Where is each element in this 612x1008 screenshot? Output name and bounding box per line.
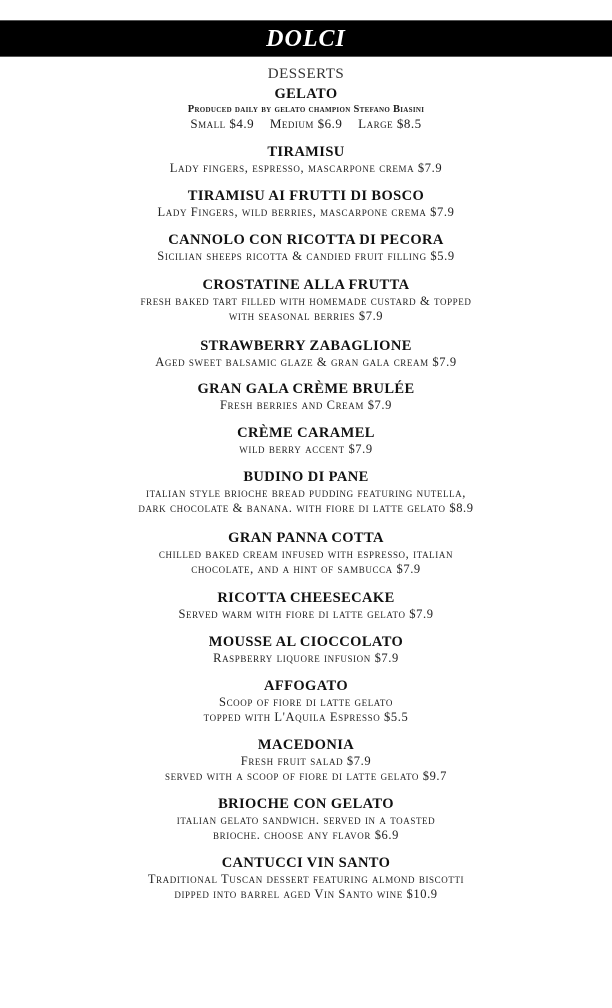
- item-name: GRAN GALA CRÈME BRULÉE: [197, 381, 415, 397]
- item-description: italian style brioche bread pudding featuring nutella,: [145, 486, 467, 500]
- item-name: CANNOLO CON RICOTTA DI PECORA: [168, 232, 444, 248]
- menu-items-list: [0, 144, 612, 902]
- size-price: $6.9: [317, 116, 343, 131]
- item-description: Lady Fingers, wild berries, mascarpone crema $7.9: [157, 205, 455, 219]
- item-description: Fresh fruit salad $7.9: [240, 754, 372, 768]
- size-label: Medium: [269, 116, 314, 131]
- item-description: Served warm with fiore di latte gelato $7.9: [178, 607, 434, 621]
- item-name: AFFOGATO: [263, 678, 349, 694]
- item-name: MOUSSE AL CIOCCOLATO: [208, 634, 404, 650]
- menu-item: [0, 469, 612, 516]
- menu-item: [0, 338, 612, 370]
- item-name: GELATO: [274, 86, 338, 102]
- item-description: Sicilian sheeps ricotta & candied fruit filling $5.9: [157, 249, 455, 263]
- menu-item: [0, 678, 612, 725]
- dessert-menu: [0, 64, 612, 914]
- item-description: fresh baked tart filled with homemade custard & topped: [140, 294, 472, 308]
- gelato-sizes: [0, 116, 612, 132]
- item-tagline: Produced daily by gelato champion Stefano Biasini: [187, 104, 425, 115]
- item-description: chocolate, and a hint of sambucca $7.9: [191, 562, 421, 576]
- item-name: BUDINO DI PANE: [243, 469, 369, 485]
- size-label: Large: [358, 116, 394, 131]
- item-description: Raspberry liquore infusion $7.9: [213, 651, 399, 665]
- item-name: BRIOCHE CON GELATO: [218, 796, 394, 812]
- menu-item: [0, 144, 612, 176]
- item-name: STRAWBERRY ZABAGLIONE: [200, 338, 412, 354]
- menu-item-gelato: [0, 86, 612, 132]
- item-name: CROSTATINE ALLA FRUTTA: [202, 277, 410, 293]
- menu-item: [0, 425, 612, 457]
- size-small: [190, 116, 254, 131]
- menu-item: [0, 855, 612, 902]
- size-large: [358, 116, 421, 131]
- size-price: $4.9: [229, 116, 255, 131]
- item-name: MACEDONIA: [257, 737, 355, 753]
- size-price: $8.5: [396, 116, 422, 131]
- item-description: brioche. choose any flavor $6.9: [213, 828, 399, 842]
- item-description: italian gelato sandwich. served in a toasted: [176, 813, 436, 827]
- item-name: CRÈME CARAMEL: [237, 425, 375, 441]
- item-name: GRAN PANNA COTTA: [228, 530, 384, 546]
- item-description: dark chocolate & banana. with fiore di latte gelato $8.9: [138, 501, 474, 515]
- item-description: Aged sweet balsamic glaze & gran gala cream $7.9: [155, 355, 457, 369]
- item-name: CANTUCCI VIN SANTO: [221, 855, 391, 871]
- item-description: Traditional Tuscan dessert featuring almond biscotti: [147, 872, 465, 886]
- menu-item: [0, 530, 612, 577]
- item-description: topped with L'Aquila Espresso $5.5: [203, 710, 409, 724]
- item-name: TIRAMISU: [267, 144, 345, 160]
- header-banner: [0, 20, 612, 57]
- menu-item: [0, 796, 612, 843]
- item-description: served with a scoop of fiore di latte gelato $9.7: [164, 769, 447, 783]
- item-name: TIRAMISU AI FRUTTI DI BOSCO: [187, 188, 425, 204]
- size-medium: [270, 116, 343, 131]
- menu-item: [0, 634, 612, 666]
- item-name: RICOTTA CHEESECAKE: [217, 590, 395, 606]
- item-description: with seasonal berries $7.9: [228, 309, 384, 323]
- item-description: wild berry accent $7.9: [239, 442, 373, 456]
- menu-title: DOLCI: [266, 25, 346, 52]
- item-description: Scoop of fiore di latte gelato: [219, 695, 393, 709]
- menu-item: [0, 381, 612, 413]
- item-description: chilled baked cream infused with espresso, italian: [158, 547, 454, 561]
- item-description: dipped into barrel aged Vin Santo wine $10.9: [174, 887, 438, 901]
- item-description: Lady fingers, espresso, mascarpone crema $7.9: [169, 161, 443, 175]
- menu-item: [0, 590, 612, 622]
- menu-item: [0, 188, 612, 220]
- menu-item: [0, 737, 612, 784]
- item-description: Fresh berries and Cream $7.9: [220, 398, 392, 412]
- section-subtitle: DESSERTS: [267, 66, 345, 82]
- menu-item: [0, 232, 612, 264]
- size-label: Small: [190, 116, 226, 131]
- menu-item: [0, 277, 612, 324]
